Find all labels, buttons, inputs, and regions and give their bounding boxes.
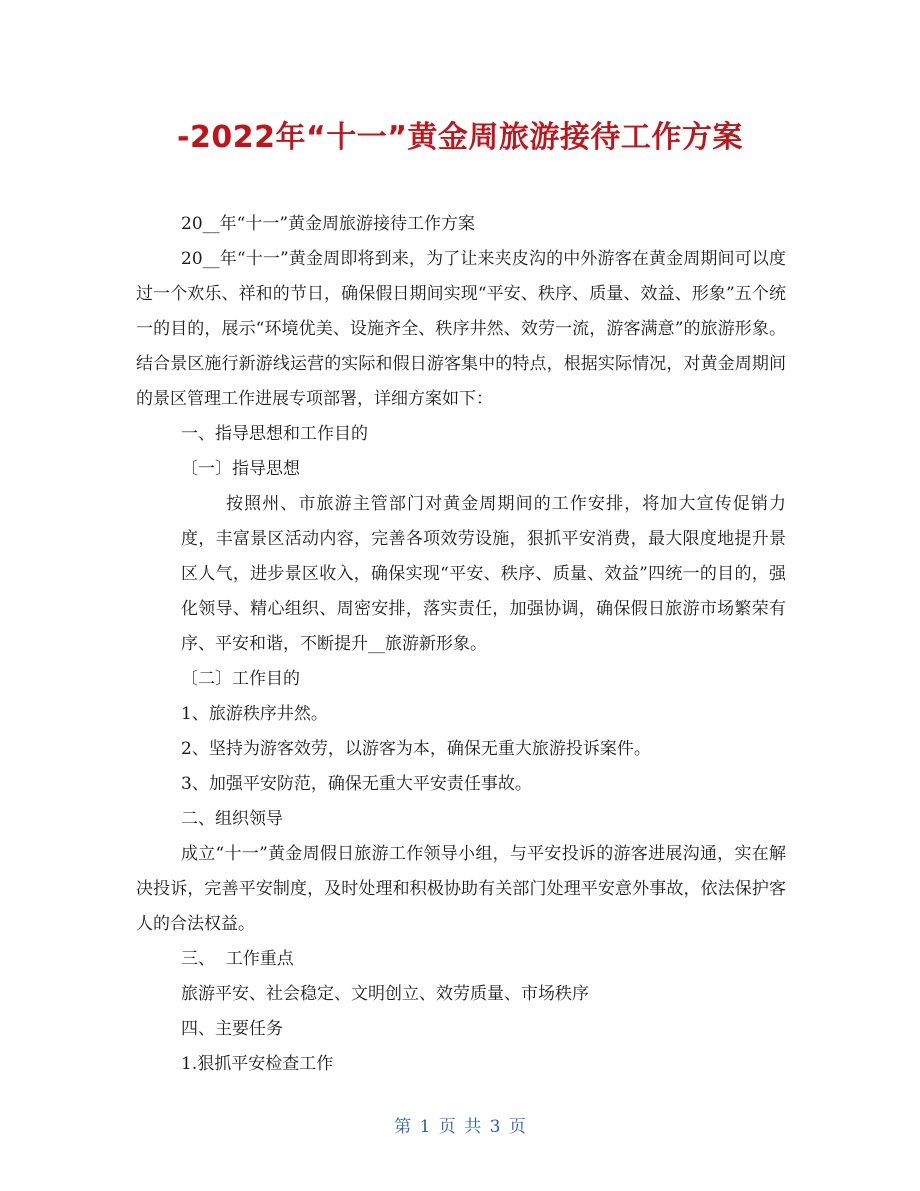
guiding-ideas-paragraph: 按照州、市旅游主管部门对黄金周期间的工作安排，将加大宣传促销力度，丰富景区活动内容，完善各项效劳设施，狠抓平安消费，最大限度地提升景区人气，进步景区收入，确保实现“平安、秩序、质量、效益”四统一的目的，强化领导、精心组织、周密安排，落实责任，加强协调，确保假日旅游市场繁荣有序、平安和谐，不断提升__旅游新形象。	[181, 494, 786, 654]
section-heading-1: 一、指导思想和工作目的	[181, 424, 368, 444]
intro-paragraph: 20__年“十一”黄金周即将到来，为了让来夹皮沟的中外游客在黄金周期间可以度过一个欢乐、祥和的节日，确保假日期间实现“平安、秩序、质量、效益、形象”五个统一的目的，展示“环境优美、设施齐全、秩序井然、效劳一流，游客满意”的旅游形象。结合景区施行新游线运营的实际和假日游客集中的特点，根据实际情况，对黄金周期间的景区管理工作进展专项部署，详细方案如下：	[136, 249, 786, 409]
page-footer: 第 1 页 共 3 页	[394, 1117, 526, 1137]
goal-item-3: 3、加强平安防范，确保无重大平安责任事故。	[181, 774, 532, 794]
document-body	[136, 207, 786, 1082]
subsection-heading-1-2: 〔二〕工作目的	[181, 669, 300, 689]
organization-paragraph: 成立“十一”黄金周假日旅游工作领导小组，与平安投诉的游客进展沟通，实在解决投诉，完善平安制度，及时处理和积极协助有关部门处理平安意外事故，依法保护客人的合法权益。	[136, 844, 786, 934]
goal-item-2: 2、坚持为游客效劳，以游客为本，确保无重大旅游投诉案件。	[181, 739, 651, 759]
section-heading-4: 四、主要任务	[181, 1019, 283, 1039]
section-heading-2: 二、组织领导	[181, 809, 283, 829]
task-item-1: 1.狠抓平安检查工作	[181, 1054, 334, 1074]
section-heading-3: 三、 工作重点	[181, 949, 294, 969]
subtitle-paragraph: 20__年“十一”黄金周旅游接待工作方案	[181, 214, 476, 234]
document-title: -2022年“十一”黄金周旅游接待工作方案	[177, 120, 743, 155]
focus-paragraph: 旅游平安、社会稳定、文明创立、效劳质量、市场秩序	[181, 984, 589, 1004]
goal-item-1: 1、旅游秩序井然。	[181, 704, 328, 724]
subsection-heading-1-1: 〔一〕指导思想	[181, 459, 300, 479]
